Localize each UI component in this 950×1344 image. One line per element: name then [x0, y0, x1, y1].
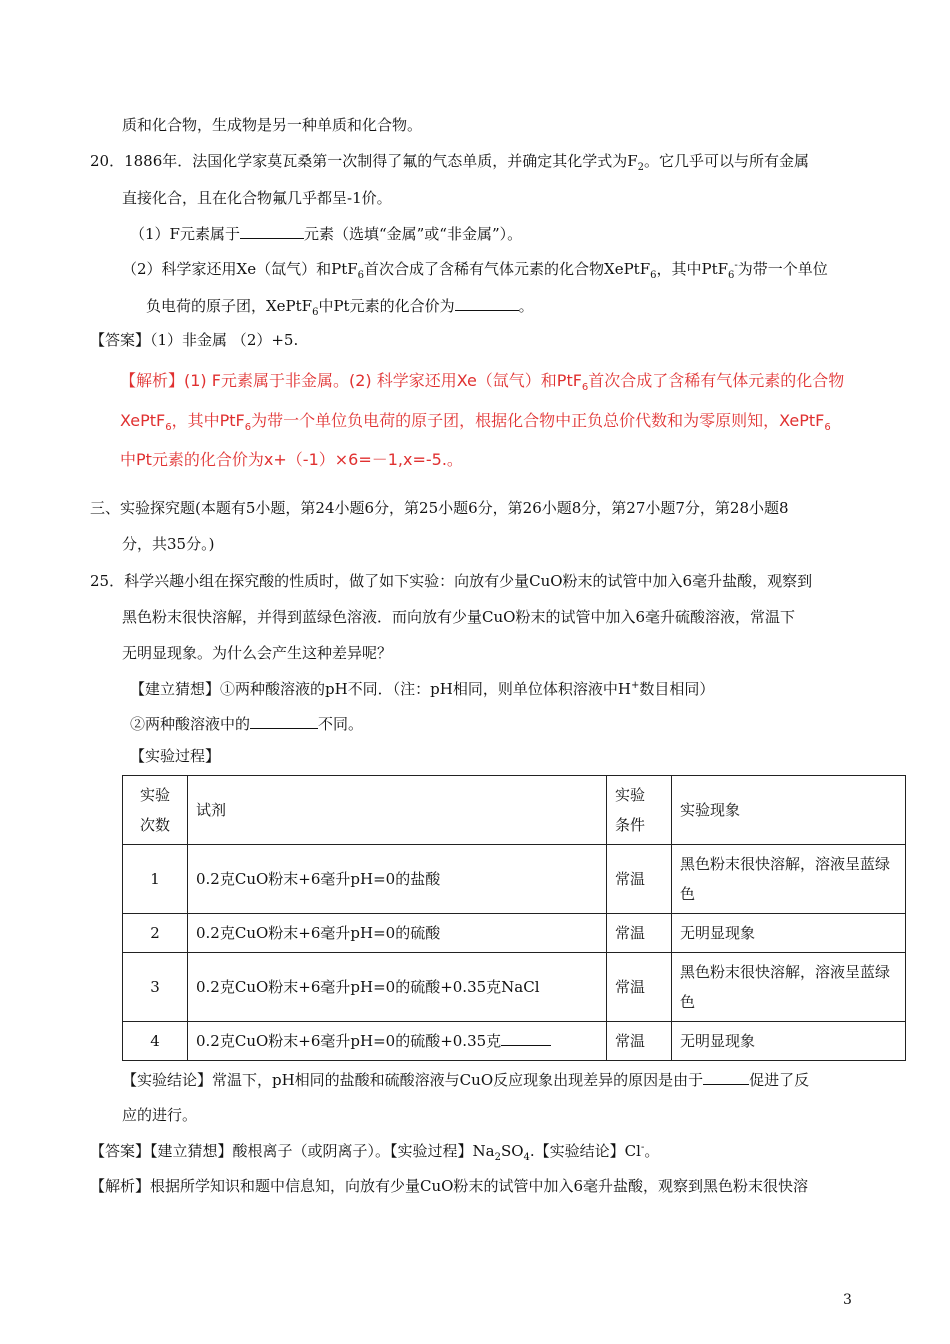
table-header-row — [123, 776, 906, 845]
cell-result: 黑色粉末很快溶解，溶液呈蓝绿色 — [672, 953, 906, 1022]
q20-part2-line2: 负电荷的原子团，XePtF$_6$中Pt元素的化合价为 。 — [146, 294, 534, 317]
q25-answer: 【答案】【建立猜想】酸根离子（或阴离子）。【实验过程】$Na_2SO_4$.【实验结论】Cl-。 — [90, 1142, 660, 1163]
answer-blank — [703, 1068, 749, 1085]
continued-text: 质和化合物，生成物是另一种单质和化合物。 — [122, 116, 423, 134]
q20-line1: 20．1886年．法国化学家莫瓦桑第一次制得了氟的气态单质，并确定其化学式为$F_2$。它几乎可以与所有金属 — [90, 152, 810, 173]
answer-blank — [240, 222, 304, 239]
section3-title: 三、实验探究题(本题有5小题，第24小题6分，第25小题6分，第26小题8分，第27小题7分，第28小题8 — [90, 499, 789, 517]
cell-condition: 常温 — [607, 845, 672, 914]
q20-part2: （2）科学家还用Xe（氙气）和PtF$_6$首次合成了含稀有气体元素的化合物XePtF$_6$，其中PtF$_6$-为带一个单位 — [122, 260, 828, 281]
q25-line2: 黑色粉末很快溶解，并得到蓝绿色溶液．而向放有少量CuO粉末的试管中加入6毫升硫酸溶液，常温下 — [122, 608, 795, 626]
q20-part1: （1）F元素属于 元素（选填“金属”或“非金属”）。 — [130, 222, 522, 245]
q25-conclusion-line2: 应的进行。 — [122, 1106, 198, 1124]
section3-title-line2: 分，共35分。) — [122, 535, 215, 553]
q25-conclusion: 【实验结论】常温下，pH相同的盐酸和硫酸溶液与CuO反应现象出现差异的原因是由于 促进了反 — [122, 1068, 809, 1091]
cell-result: 无明显现象 — [672, 1022, 906, 1061]
page-number: 3 — [843, 1292, 852, 1308]
answer-blank — [455, 294, 519, 311]
header-cell-result: 实验现象 — [672, 776, 906, 845]
q20-analysis-line3: 中Pt元素的化合价为x+（-1）×6=－1,x=-5.。 — [120, 450, 463, 469]
q25-hypothesis2: ②两种酸溶液中的 不同。 — [130, 712, 363, 735]
cell-reagent: 0.2克CuO粉末+6毫升pH=0的硫酸+0.35克 — [188, 1022, 607, 1061]
header-cell-reagent: 试剂 — [188, 776, 607, 845]
q25-hypothesis1: 【建立猜想】①两种酸溶液的pH不同．（注：pH相同，则单位体积溶液中H+数目相同） — [130, 680, 715, 698]
cell-condition: 常温 — [607, 953, 672, 1022]
q25-analysis: 【解析】根据所学知识和题中信息知，向放有少量CuO粉末的试管中加入6毫升盐酸，观察到黑色粉末很快溶 — [90, 1177, 808, 1195]
cell-reagent: 0.2克CuO粉末+6毫升pH=0的硫酸 — [188, 914, 607, 953]
cell-reagent: 0.2克CuO粉末+6毫升pH=0的硫酸+0.35克NaCl — [188, 953, 607, 1022]
q20-analysis-line2: XePtF$_6$，其中PtF$_6$为带一个单位负电荷的原子团，根据化合物中正负总价代数和为零原则知，XePtF$_6$ — [120, 411, 831, 434]
table-row — [123, 845, 906, 914]
experiment-table — [122, 775, 906, 1061]
q20-analysis-line1: 【解析】(1) F元素属于非金属。(2) 科学家还用Xe（氙气）和PtF$_6$首次合成了含稀有气体元素的化合物 — [120, 371, 845, 394]
q25-line1: 25．科学兴趣小组在探究酸的性质时，做了如下实验：向放有少量CuO粉末的试管中加入6毫升盐酸，观察到 — [90, 572, 813, 590]
q20-answer: 【答案】（1）非金属 （2）+5. — [90, 331, 299, 349]
table-row — [123, 953, 906, 1022]
table-row — [123, 1022, 906, 1061]
q25-line3: 无明显现象。为什么会产生这种差异呢？ — [122, 644, 393, 662]
answer-blank — [250, 712, 318, 729]
cell-condition: 常温 — [607, 1022, 672, 1061]
cell-no: 2 — [123, 914, 188, 953]
cell-no: 4 — [123, 1022, 188, 1061]
header-cell-no: 实验 次数 — [123, 776, 188, 845]
q20-line2: 直接化合，且在化合物氟几乎都呈-1价。 — [122, 189, 392, 207]
table-row — [123, 914, 906, 953]
q25-process-title: 【实验过程】 — [130, 747, 221, 765]
cell-no: 1 — [123, 845, 188, 914]
cell-result: 无明显现象 — [672, 914, 906, 953]
cell-no: 3 — [123, 953, 188, 1022]
cell-condition: 常温 — [607, 914, 672, 953]
cell-result: 黑色粉末很快溶解，溶液呈蓝绿色 — [672, 845, 906, 914]
answer-blank — [501, 1029, 551, 1046]
cell-reagent: 0.2克CuO粉末+6毫升pH=0的盐酸 — [188, 845, 607, 914]
header-cell-condition: 实验 条件 — [607, 776, 672, 845]
